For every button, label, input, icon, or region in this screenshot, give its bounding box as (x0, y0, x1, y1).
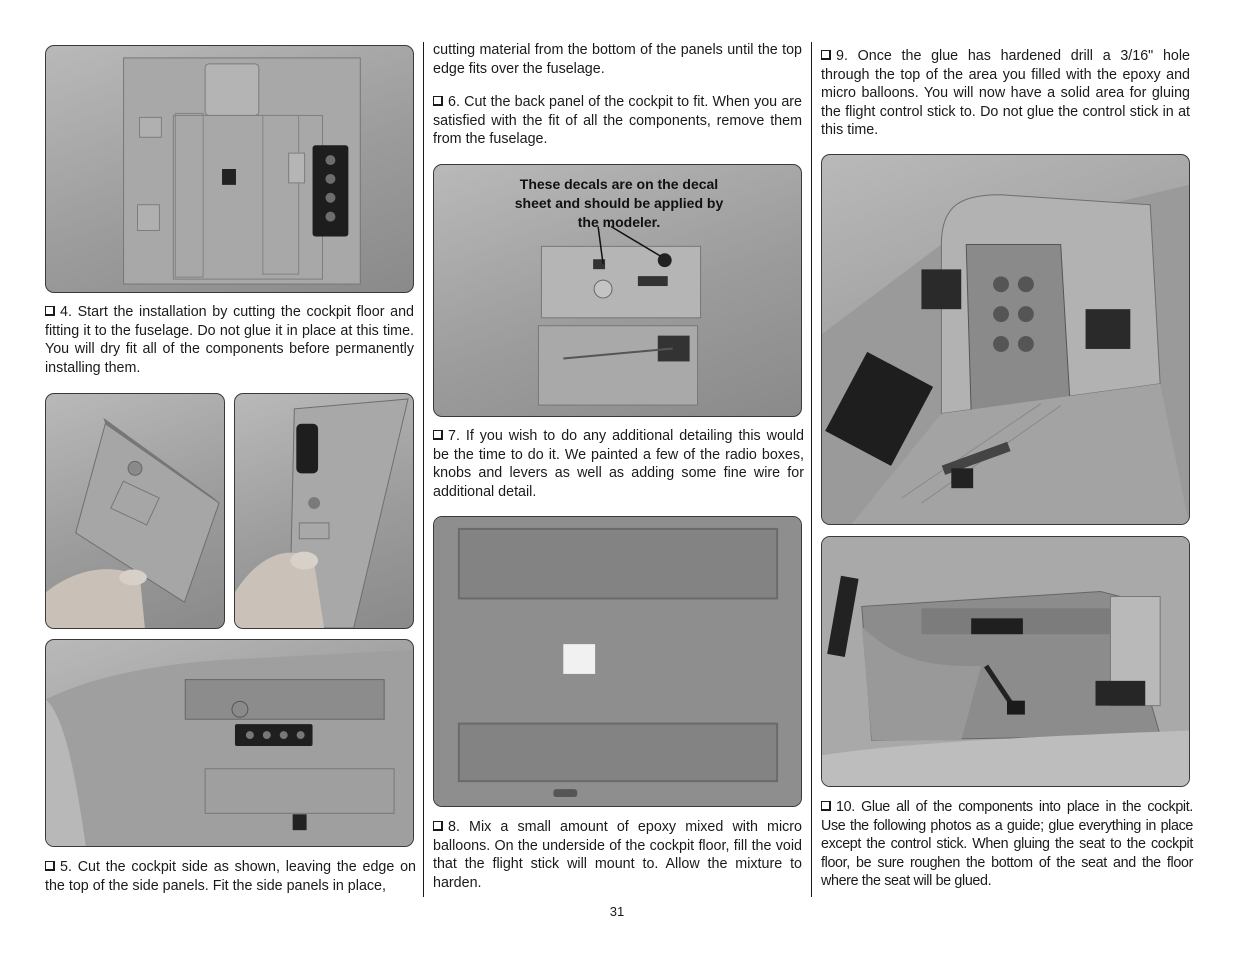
decal-callout (474, 175, 764, 232)
column-divider (423, 42, 424, 897)
photo-side-panels-fitted (45, 639, 414, 847)
photo-cockpit-side-right (234, 393, 414, 629)
checkbox-icon[interactable] (821, 801, 831, 811)
photo-cockpit-floor-underside (433, 516, 802, 807)
photo-decals (433, 164, 802, 417)
step-5-text: 5. Cut the cockpit side as shown, leaving the edge on the top of the side panels. Fit the side panels in place, (45, 859, 416, 894)
checkbox-icon[interactable] (433, 821, 443, 831)
checkbox-icon[interactable] (45, 306, 55, 316)
page-number: 31 (609, 904, 625, 919)
photo-cockpit-side-left (45, 393, 225, 629)
step-7-text: 7. If you wish to do any additional detailing this would be the time to do it. We painted a few of the radio boxes, knobs and levers as well as adding some fine wire for additional detail. (433, 428, 804, 500)
photo-cockpit-assembled-side (821, 536, 1190, 787)
decal-callout-line-2: sheet and should be applied by (514, 195, 724, 211)
step-10-text: 10. Glue all of the components into place in the cockpit. Use the following photos as a guide; glue everything in place except the control stick. When gluing the seat to the cockpit floor, be sure roughen the bottom of the seat and the floor where the seat will be glued. (821, 799, 1193, 890)
decal-callout-line-1: These decals are on the decal (519, 176, 719, 192)
step-6-text: 6. Cut the back panel of the cockpit to fit. When you are satisfied with the fit of all the components, remove them from the fuselage. (433, 94, 802, 148)
step-9-text: 9. Once the glue has hardened drill a 3/16" hole through the top of the area you filled with the epoxy and micro balloons. You will now have a solid area for gluing the flight control stick to. Do not glue the control stick in at this time. (821, 48, 1190, 139)
column-divider (811, 42, 812, 897)
decal-callout-line-3: the modeler. (577, 214, 661, 230)
photo-cockpit-floor-uncut (45, 45, 414, 293)
checkbox-icon[interactable] (433, 430, 443, 440)
step-8-text: 8. Mix a small amount of epoxy mixed with micro balloons. On the underside of the cockpit floor, fill the void that the flight stick will mount to. Allow the mixture to harden. (433, 819, 802, 891)
checkbox-icon[interactable] (433, 96, 443, 106)
checkbox-icon[interactable] (821, 50, 831, 60)
photo-cockpit-assembled-top (821, 154, 1190, 525)
step-4-text: 4. Start the installation by cutting the cockpit floor and fitting it to the fuselage. Do not glue it in place at this time. You will dry fit all of the components before permanently installing them. (45, 304, 414, 376)
checkbox-icon[interactable] (45, 861, 55, 871)
step-5-continuation: cutting material from the bottom of the panels until the top edge fits over the fuselage. (433, 42, 802, 77)
